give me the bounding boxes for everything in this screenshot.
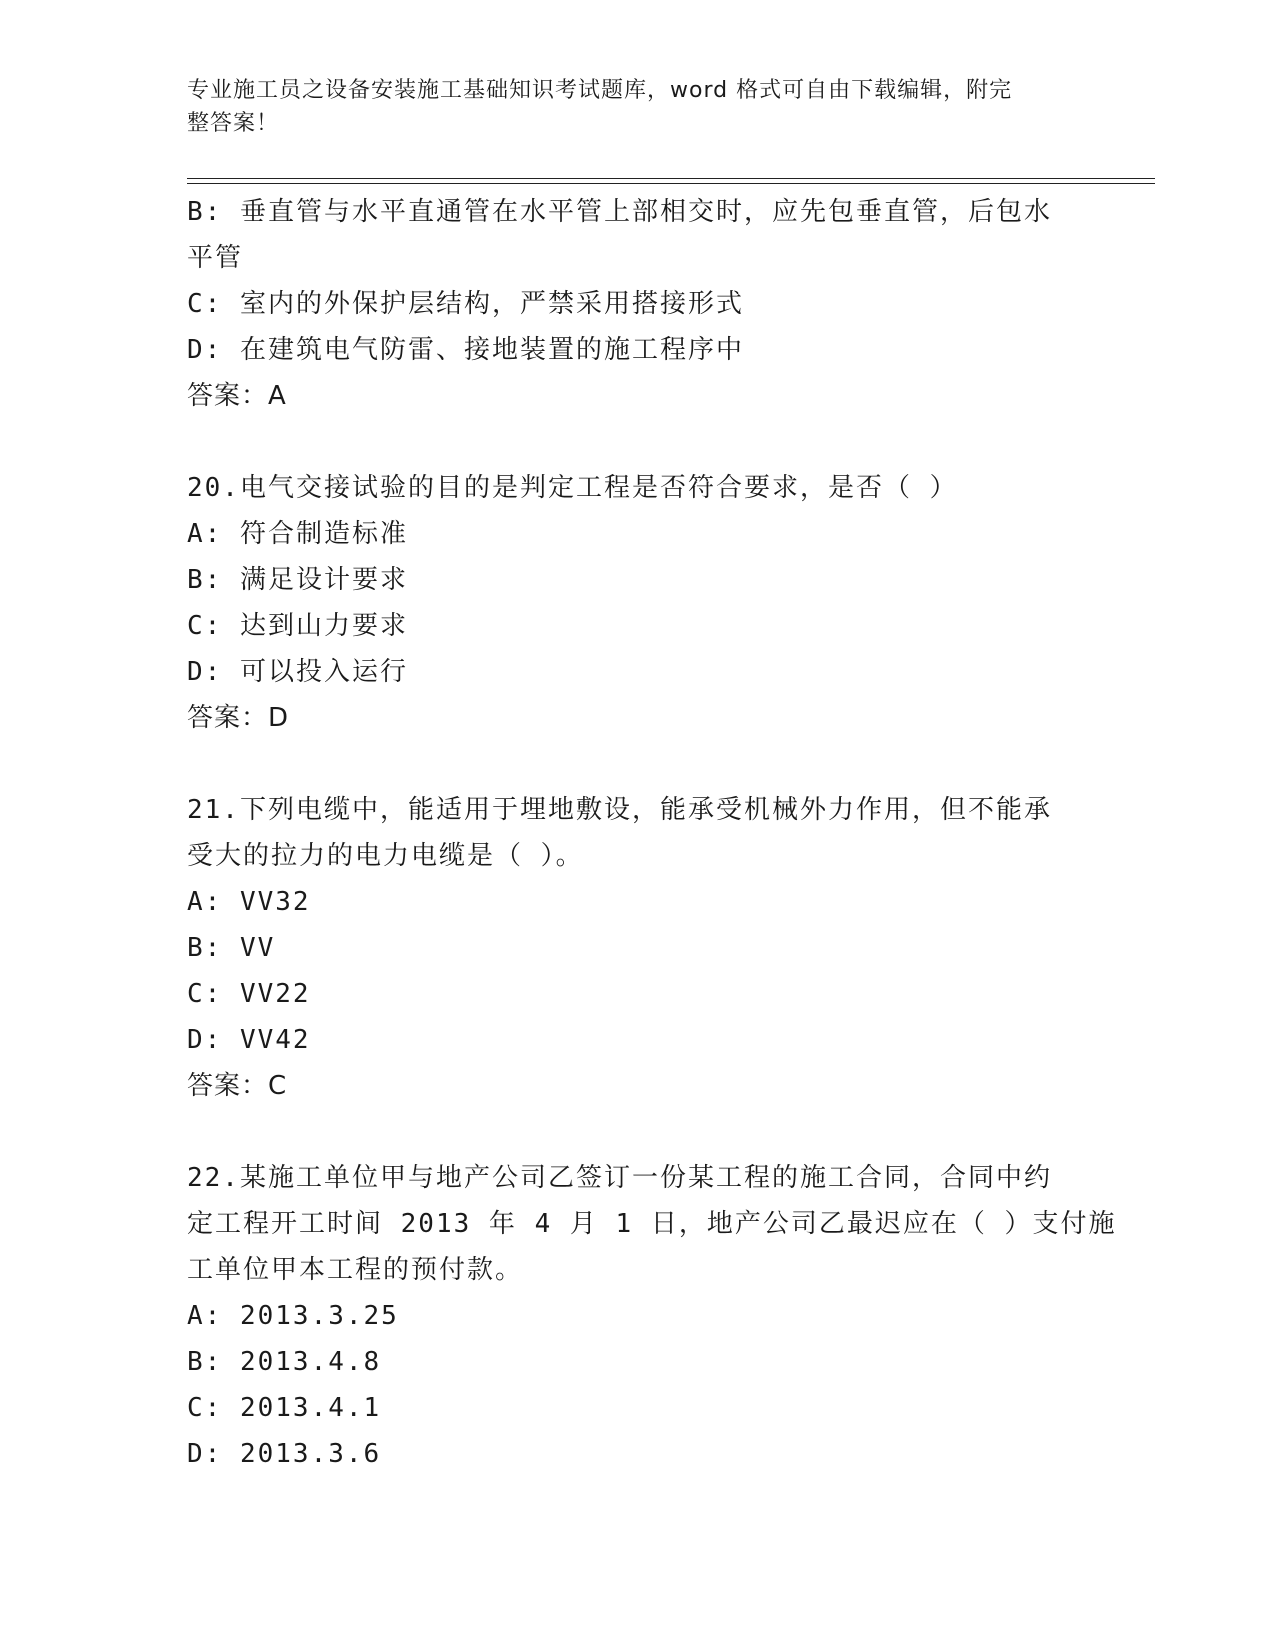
- header-divider-top: [187, 178, 1155, 179]
- question-22: [187, 1155, 1117, 1477]
- question-21: [187, 787, 1087, 1109]
- option-b-line-2: 平管: [187, 243, 244, 273]
- question-stem-line-2: 受大的拉力的电力电缆是（ ）。: [187, 841, 584, 871]
- spacer: [187, 1109, 1087, 1155]
- question-stem-line-1: 22.某施工单位甲与地产公司乙签订一份某工程的施工合同，合同中约: [187, 1163, 1052, 1193]
- option-b: B: 2013.4.8: [187, 1347, 382, 1377]
- document-header: [187, 74, 1067, 140]
- option-c: C: 2013.4.1: [187, 1393, 382, 1423]
- option-d: D: VV42: [187, 1025, 311, 1055]
- question-stem-line-1: 21.下列电缆中，能适用于埋地敷设，能承受机械外力作用，但不能承: [187, 795, 1052, 825]
- question-19: [187, 189, 1087, 419]
- question-list: [187, 189, 1117, 1477]
- question-20: [187, 465, 1087, 741]
- question-stem-line-2: 定工程开工时间 2013 年 4 月 1 日，地产公司乙最迟应在（ ）支付施: [187, 1209, 1117, 1239]
- header-line-1: 专业施工员之设备安装施工基础知识考试题库，word 格式可自由下载编辑，附完: [187, 78, 1013, 103]
- option-c: C: 达到山力要求: [187, 611, 408, 641]
- option-d: D: 可以投入运行: [187, 657, 408, 687]
- option-a: A: 符合制造标准: [187, 519, 408, 549]
- option-d: D: 2013.3.6: [187, 1439, 382, 1469]
- answer-label: 答案：C: [187, 1071, 288, 1101]
- header-line-2: 整答案！: [187, 111, 280, 136]
- option-c: C: 室内的外保护层结构，严禁采用搭接形式: [187, 289, 744, 319]
- option-a: A: 2013.3.25: [187, 1301, 399, 1331]
- option-b: B: VV: [187, 933, 276, 963]
- question-stem-line-3: 工单位甲本工程的预付款。: [187, 1255, 524, 1285]
- spacer: [187, 741, 1087, 787]
- option-b: B: 满足设计要求: [187, 565, 408, 595]
- answer-label: 答案：A: [187, 381, 287, 411]
- option-a: A: VV32: [187, 887, 311, 917]
- option-d: D: 在建筑电气防雷、接地装置的施工程序中: [187, 335, 744, 365]
- option-c: C: VV22: [187, 979, 311, 1009]
- answer-label: 答案：D: [187, 703, 290, 733]
- question-stem: 20.电气交接试验的目的是判定工程是否符合要求，是否（ ）: [187, 473, 958, 503]
- spacer: [187, 419, 1087, 465]
- header-divider-bottom: [187, 183, 1155, 184]
- option-b-line-1: B: 垂直管与水平直通管在水平管上部相交时，应先包垂直管，后包水: [187, 197, 1052, 227]
